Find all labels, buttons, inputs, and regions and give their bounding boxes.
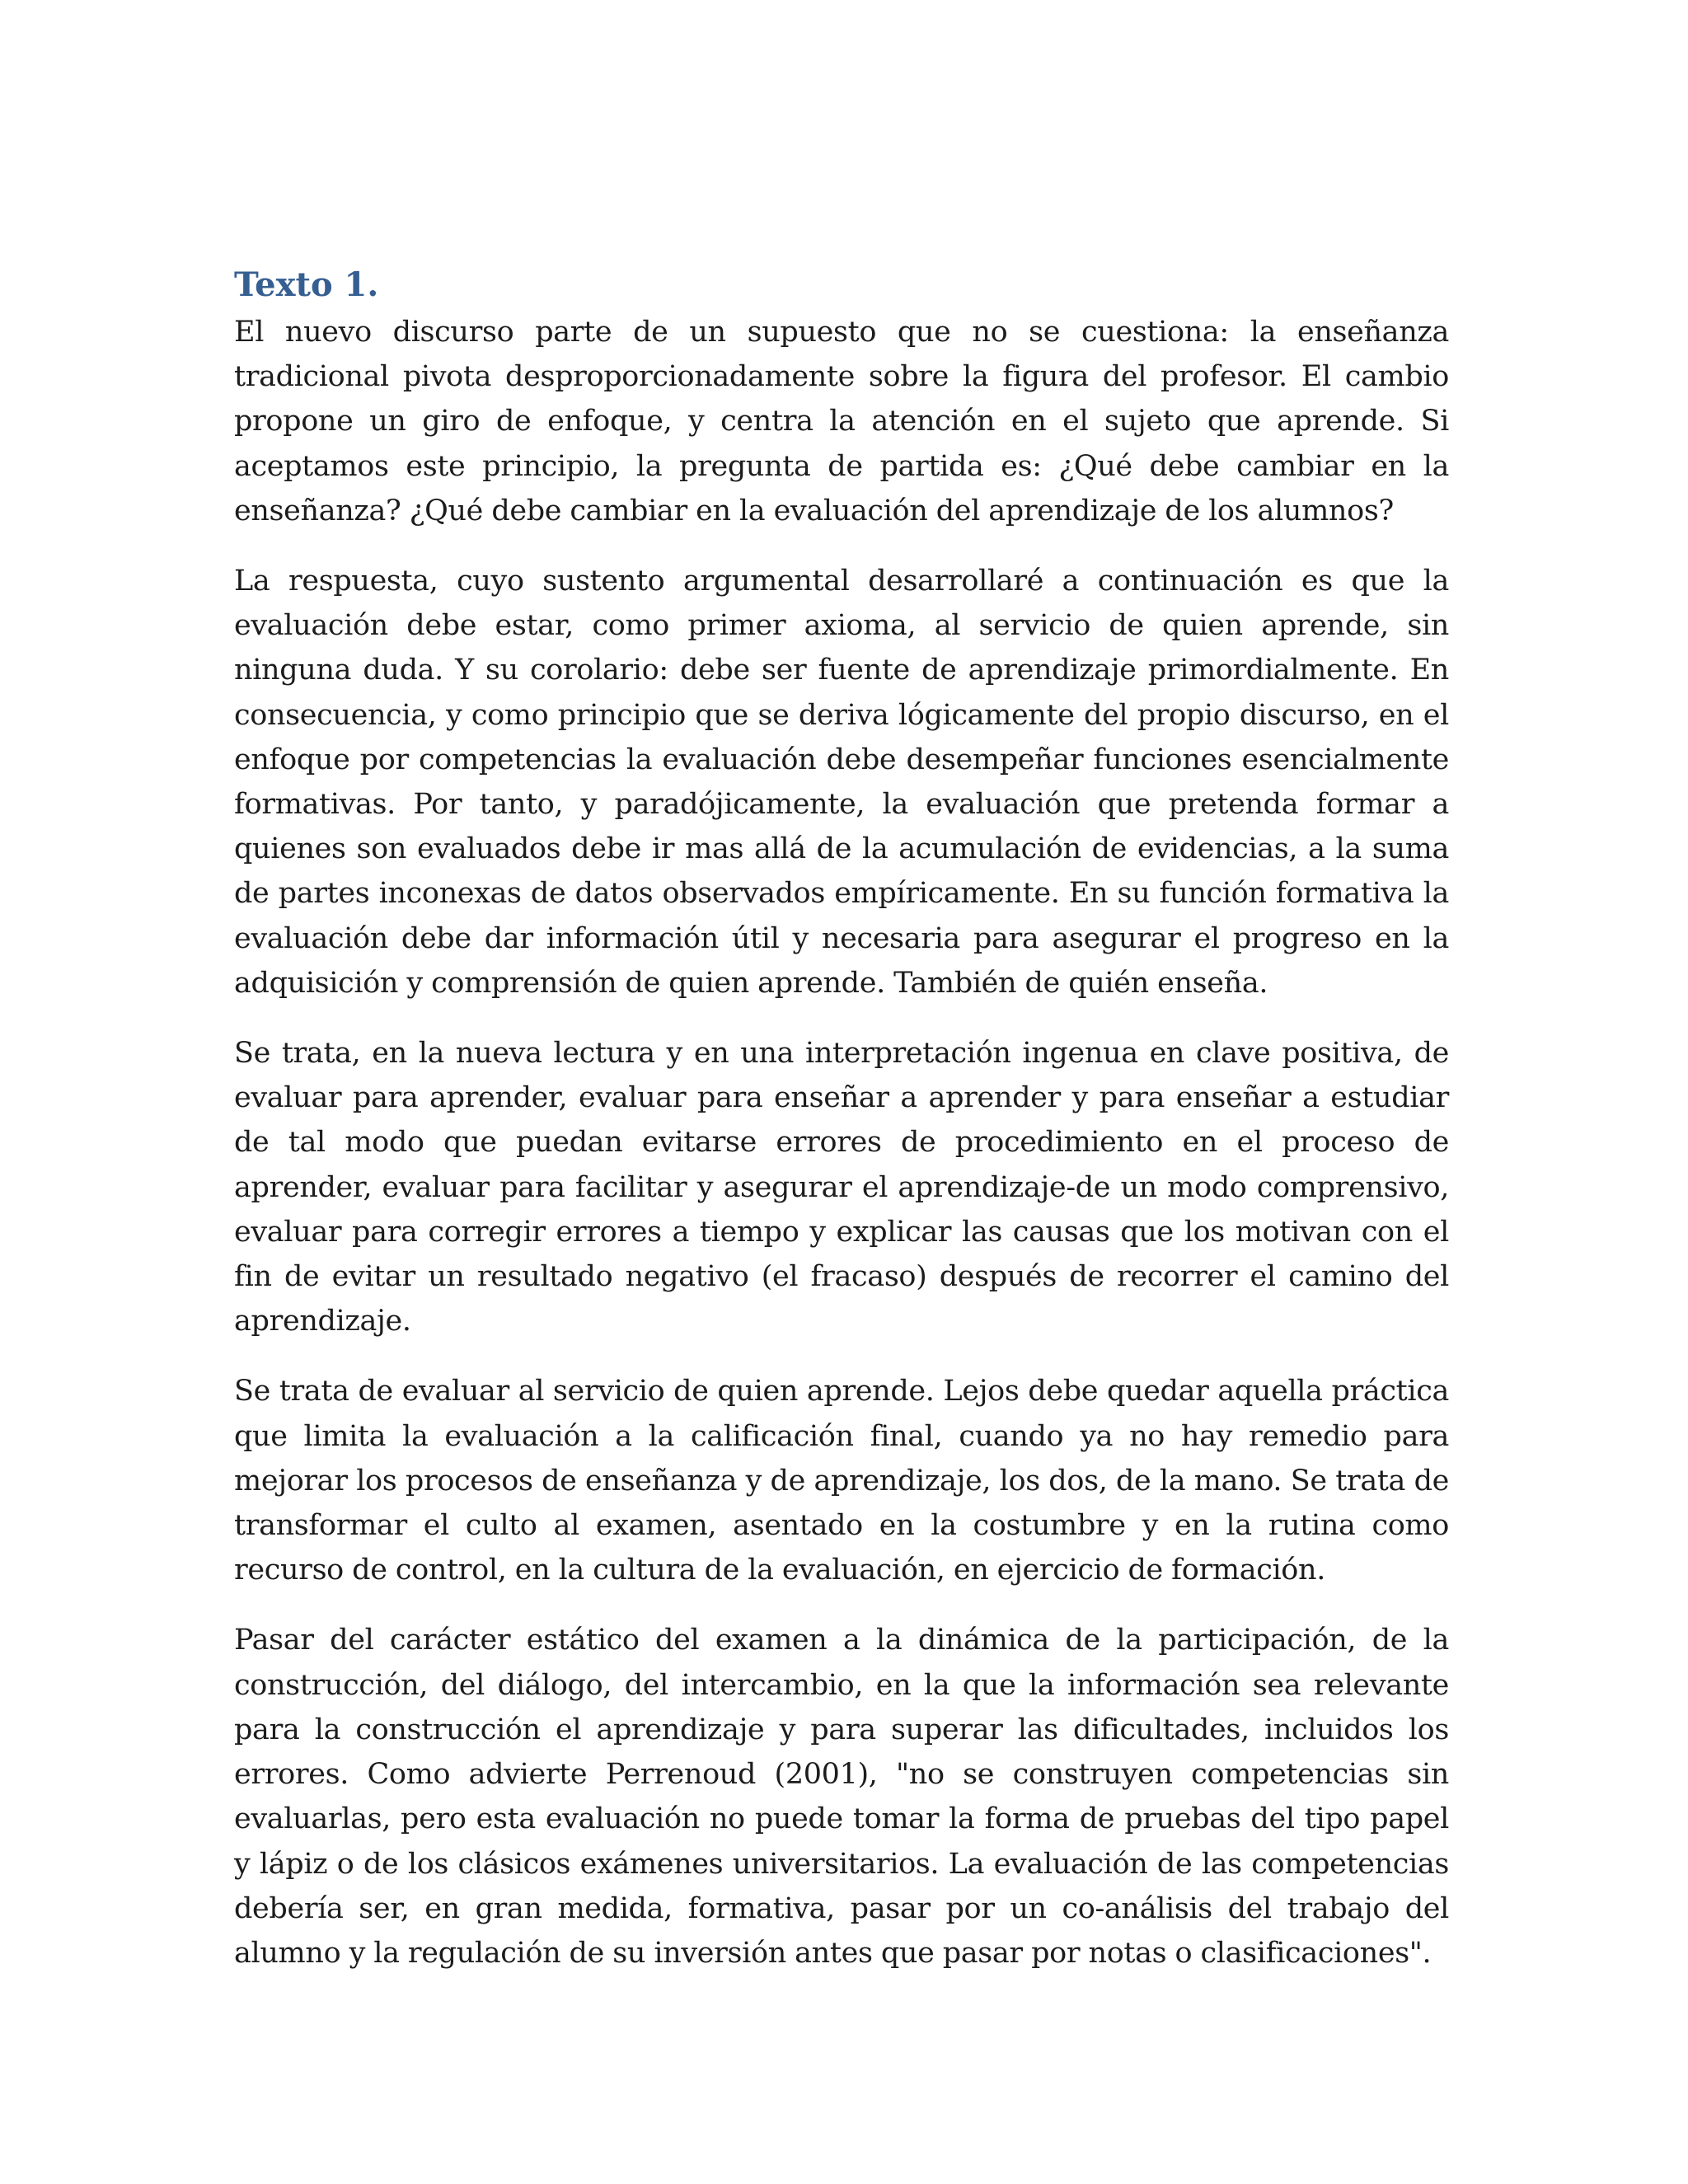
paragraph-3: Se trata, en la nueva lectura y en una interpretación ingenua en clave positiva, de evaluar para aprender, evaluar para enseñar a aprender y para enseñar a estudiar de tal modo que puedan evitarse errores de procedimiento en el proceso de aprender, evaluar para facilitar y asegurar el aprendizaje-de un modo comprensivo, evaluar para corregir errores a tiempo y explicar las causas que los motivan con el fin de evitar un resultado negativo (el fracaso) después de recorrer el camino del aprendizaje. xyxy=(234,1037,1449,1338)
paragraph-4: Se trata de evaluar al servicio de quien aprende. Lejos debe quedar aquella práctica que limita la evaluación a la calificación final, cuando ya no hay remedio para mejorar los procesos de enseñanza y de aprendizaje, los dos, de la mano. Se trata de transformar el culto al examen, asentado en la costumbre y en la rutina como recurso de control, en la cultura de la evaluación, en ejercicio de formación. xyxy=(234,1375,1449,1587)
paragraph-2: La respuesta, cuyo sustento argumental desarrollaré a continuación es que la evaluación debe estar, como primer axioma, al servicio de quien aprende, sin ninguna duda. Y su corolario: debe ser fuente de aprendizaje primordialmente. En consecuencia, y como principio que se deriva lógicamente del propio discurso, en el enfoque por competencias la evaluación debe desempeñar funciones esencialmente formativas. Por tanto, y paradójicamente, la evaluación que pretenda formar a quienes son evaluados debe ir mas allá de la acumulación de evidencias, a la suma de partes inconexas de datos observados empíricamente. En su función formativa la evaluación debe dar información útil y necesaria para asegurar el progreso en la adquisición y comprensión de quien aprende. También de quién enseña. xyxy=(234,565,1449,1000)
paragraph-5: Pasar del carácter estático del examen a la dinámica de la participación, de la construcción, del diálogo, del intercambio, en la que la información sea relevante para la construcción el aprendizaje y para superar las dificultades, incluidos los errores. Como advierte Perrenoud (2001), "no se construyen competencias sin evaluarlas, pero esta evaluación no puede tomar la forma de pruebas del tipo papel y lápiz o de los clásicos exámenes universitarios. La evaluación de las competencias debería ser, en gran medida, formativa, pasar por un co-análisis del trabajo del alumno y la regulación de su inversión antes que pasar por notas o clasificaciones". xyxy=(234,1624,1449,1970)
paragraph-1: El nuevo discurso parte de un supuesto que no se cuestiona: la enseñanza tradicional pivota desproporcionadamente sobre la figura del profesor. El cambio propone un giro de enfoque, y centra la atención en el sujeto que aprende. Si aceptamos este principio, la pregunta de partida es: ¿Qué debe cambiar en la enseñanza? ¿Qué debe cambiar en la evaluación del aprendizaje de los alumnos? xyxy=(234,316,1449,527)
document-body xyxy=(234,262,1449,2001)
section-heading: Texto 1. xyxy=(234,265,379,304)
